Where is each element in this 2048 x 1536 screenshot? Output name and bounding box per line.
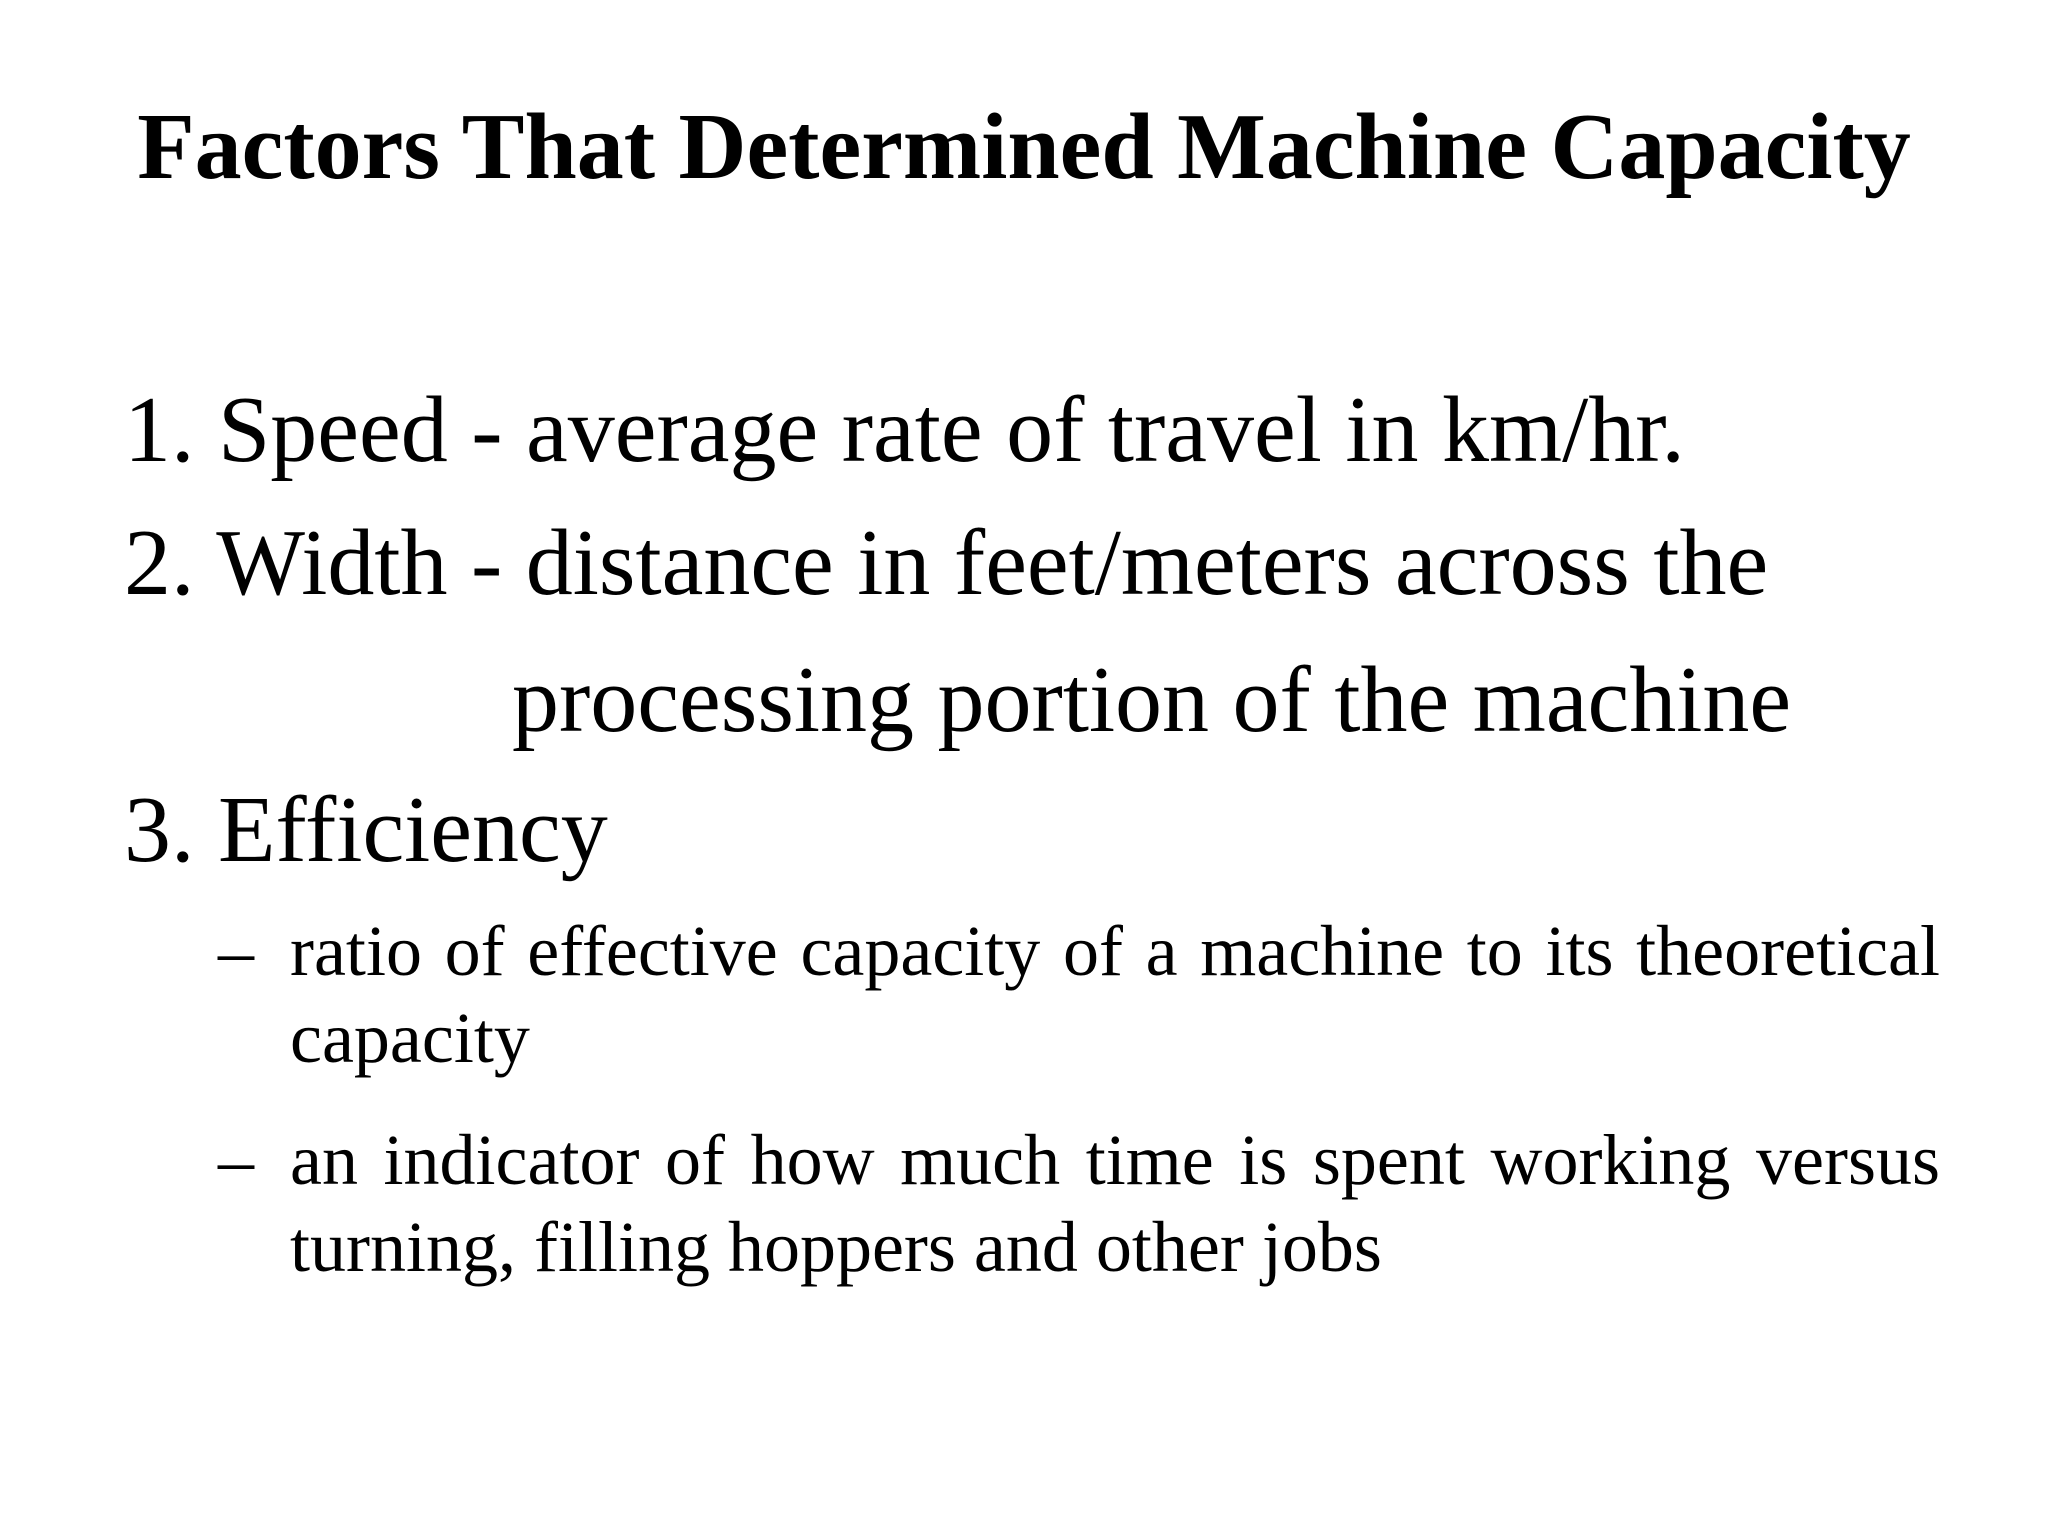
list-item-efficiency: 3. Efficiency	[124, 778, 608, 882]
sub-item-text: an indicator of how much time is spent working versus turning, filling hoppers and other jobs	[290, 1120, 1940, 1287]
slide-title: Factors That Determined Machine Capacity	[137, 95, 1911, 199]
list-item-width: 2. Width - distance in feet/meters across the	[124, 511, 1769, 615]
list-item-width-continuation: processing portion of the machine	[512, 648, 1792, 752]
sub-item-text: ratio of effective capacity of a machine to its theoretical capacity	[290, 911, 1940, 1078]
sub-item-ratio	[218, 908, 1940, 1082]
dash-bullet: –	[218, 1120, 254, 1200]
list-item-speed: 1. Speed - average rate of travel in km/hr.	[124, 378, 1685, 482]
sub-item-indicator	[218, 1117, 1940, 1291]
dash-bullet: –	[218, 911, 254, 991]
